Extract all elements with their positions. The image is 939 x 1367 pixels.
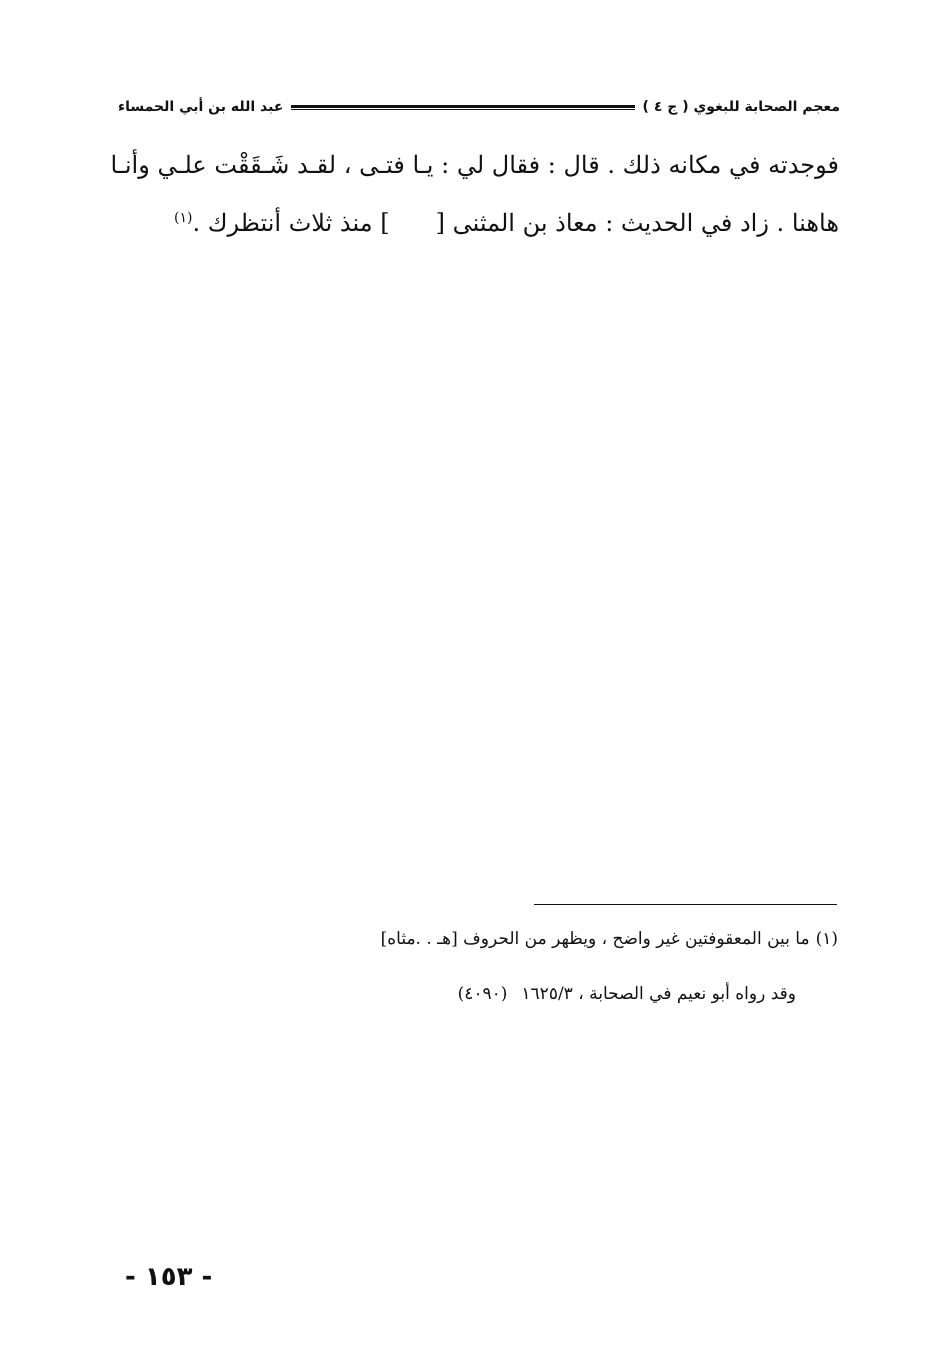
page-number: - ١٥٣ - — [125, 1262, 213, 1292]
book-title: معجم الصحابة للبغوي ( ج ٤ ) — [642, 99, 840, 115]
footnote-1-text: ما بين المعقوفتين غير واضح ، ويظهر من الحروف [هـ . .مثاه] — [380, 929, 810, 949]
footnote-marker: (١) — [815, 929, 838, 949]
footnote-reference: (١) — [174, 210, 193, 226]
body-line-1: فوجدته في مكانه ذلك . قال : فقال لي : يـا فتـى ، لقـد شَـقَقْت علـي وأنـا — [110, 151, 839, 179]
body-line-2-start: هاهنا . زاد في الحديث : معاذ بن المثنى [ — [435, 209, 839, 237]
header-rule — [291, 105, 634, 110]
body-line-2-end: ] منذ ثلاث أنتظرك . — [192, 209, 390, 237]
hadith-number: (٤٠٩٠) — [457, 984, 508, 1004]
body-line-2 — [115, 208, 839, 238]
footnote-separator — [534, 904, 837, 905]
section-subject: عبد الله بن أبي الحمساء — [118, 99, 284, 115]
footnote-2-text: وقد رواه أبو نعيم في الصحابة ، ١٦٢٥/٣ — [521, 984, 796, 1004]
running-header — [118, 92, 840, 122]
footnote-1 — [381, 927, 838, 951]
footnote-2 — [458, 982, 796, 1006]
